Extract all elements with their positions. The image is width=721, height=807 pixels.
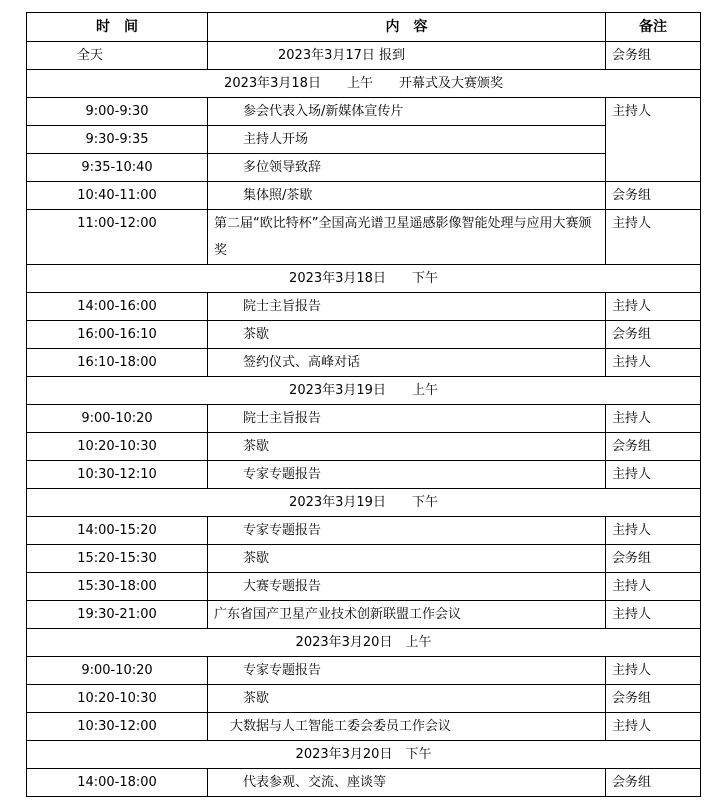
table-row	[27, 517, 701, 545]
table-row	[27, 657, 701, 685]
section-heading: 2023年3月20日 下午	[27, 741, 701, 769]
note-cell: 会务组	[606, 685, 701, 713]
time-cell: 10:20-10:30	[27, 433, 208, 461]
time-cell: 9:00-10:20	[27, 657, 208, 685]
content-cell: 代表参观、交流、座谈等	[208, 769, 606, 797]
note-cell: 主持人	[606, 573, 701, 601]
time-cell: 10:20-10:30	[27, 685, 208, 713]
table-row	[27, 713, 701, 741]
content-cell: 大数据与人工智能工委会委员工作会议	[208, 713, 606, 741]
time-cell: 9:00-9:30	[27, 98, 208, 126]
content-cell: 多位领导致辞	[208, 154, 606, 182]
time-cell: 9:00-10:20	[27, 405, 208, 433]
section-heading: 2023年3月20日 上午	[27, 629, 701, 657]
time-cell: 9:30-9:35	[27, 126, 208, 154]
note-cell: 主持人	[606, 657, 701, 685]
content-cell: 参会代表入场/新媒体宣传片	[208, 98, 606, 126]
time-cell: 全天	[27, 42, 208, 70]
content-cell: 广东省国产卫星产业技术创新联盟工作会议	[208, 601, 606, 629]
section-row	[27, 489, 701, 517]
section-heading: 2023年3月19日 上午	[27, 377, 701, 405]
note-cell: 会务组	[606, 321, 701, 349]
time-cell: 14:00-16:00	[27, 293, 208, 321]
section-heading: 2023年3月18日 下午	[27, 265, 701, 293]
time-cell: 10:40-11:00	[27, 182, 208, 210]
note-cell: 主持人	[606, 517, 701, 545]
table-row	[27, 685, 701, 713]
content-cell: 集体照/茶歇	[208, 182, 606, 210]
table-row	[27, 126, 701, 154]
table-row	[27, 182, 701, 210]
time-cell: 14:00-18:00	[27, 769, 208, 797]
table-row	[27, 42, 701, 70]
content-cell: 大赛专题报告	[208, 573, 606, 601]
note-cell: 主持人	[606, 405, 701, 433]
section-row	[27, 629, 701, 657]
note-cell: 会务组	[606, 769, 701, 797]
table-row	[27, 545, 701, 573]
table-row	[27, 461, 701, 489]
note-cell: 会务组	[606, 433, 701, 461]
time-cell: 19:30-21:00	[27, 601, 208, 629]
content-cell: 茶歇	[208, 433, 606, 461]
section-row	[27, 741, 701, 769]
note-cell: 主持人	[606, 210, 701, 265]
time-cell: 11:00-12:00	[27, 210, 208, 265]
time-cell: 16:00-16:10	[27, 321, 208, 349]
section-row	[27, 70, 701, 98]
table-row	[27, 321, 701, 349]
content-cell: 茶歇	[208, 685, 606, 713]
table-row	[27, 573, 701, 601]
content-cell: 专家专题报告	[208, 517, 606, 545]
header-content: 内 容	[208, 13, 606, 42]
section-heading: 2023年3月18日 上午 开幕式及大赛颁奖	[27, 70, 701, 98]
time-cell: 9:35-10:40	[27, 154, 208, 182]
note-cell: 会务组	[606, 545, 701, 573]
table-row	[27, 210, 701, 265]
header-note: 备注	[606, 13, 701, 42]
table-row	[27, 601, 701, 629]
content-cell: 院士主旨报告	[208, 293, 606, 321]
table-row	[27, 405, 701, 433]
header-row	[27, 13, 701, 42]
table-row	[27, 293, 701, 321]
table-row	[27, 349, 701, 377]
note-cell: 会务组	[606, 42, 701, 70]
time-cell: 14:00-15:20	[27, 517, 208, 545]
content-cell: 签约仪式、高峰对话	[208, 349, 606, 377]
table-row	[27, 154, 701, 182]
content-cell: 专家专题报告	[208, 657, 606, 685]
time-cell: 16:10-18:00	[27, 349, 208, 377]
section-heading: 2023年3月19日 下午	[27, 489, 701, 517]
note-cell: 主持人	[606, 349, 701, 377]
content-cell: 专家专题报告	[208, 461, 606, 489]
note-cell: 主持人	[606, 713, 701, 741]
note-cell: 主持人	[606, 601, 701, 629]
header-time: 时 间	[27, 13, 208, 42]
content-cell: 主持人开场	[208, 126, 606, 154]
content-cell: 第二届“欧比特杯”全国高光谱卫星遥感影像智能处理与应用大赛颁奖	[208, 210, 606, 265]
table-row	[27, 98, 701, 126]
time-cell: 10:30-12:10	[27, 461, 208, 489]
time-cell: 10:30-12:00	[27, 713, 208, 741]
note-cell: 主持人	[606, 293, 701, 321]
content-cell: 院士主旨报告	[208, 405, 606, 433]
time-cell: 15:20-15:30	[27, 545, 208, 573]
content-cell: 茶歇	[208, 321, 606, 349]
table-row	[27, 433, 701, 461]
note-cell: 会务组	[606, 182, 701, 210]
content-cell: 2023年3月17日 报到	[208, 42, 606, 70]
table-row	[27, 769, 701, 797]
note-cell: 主持人	[606, 98, 701, 182]
time-cell: 15:30-18:00	[27, 573, 208, 601]
section-row	[27, 377, 701, 405]
section-row	[27, 265, 701, 293]
schedule-table	[26, 12, 701, 797]
content-cell: 茶歇	[208, 545, 606, 573]
note-cell: 主持人	[606, 461, 701, 489]
